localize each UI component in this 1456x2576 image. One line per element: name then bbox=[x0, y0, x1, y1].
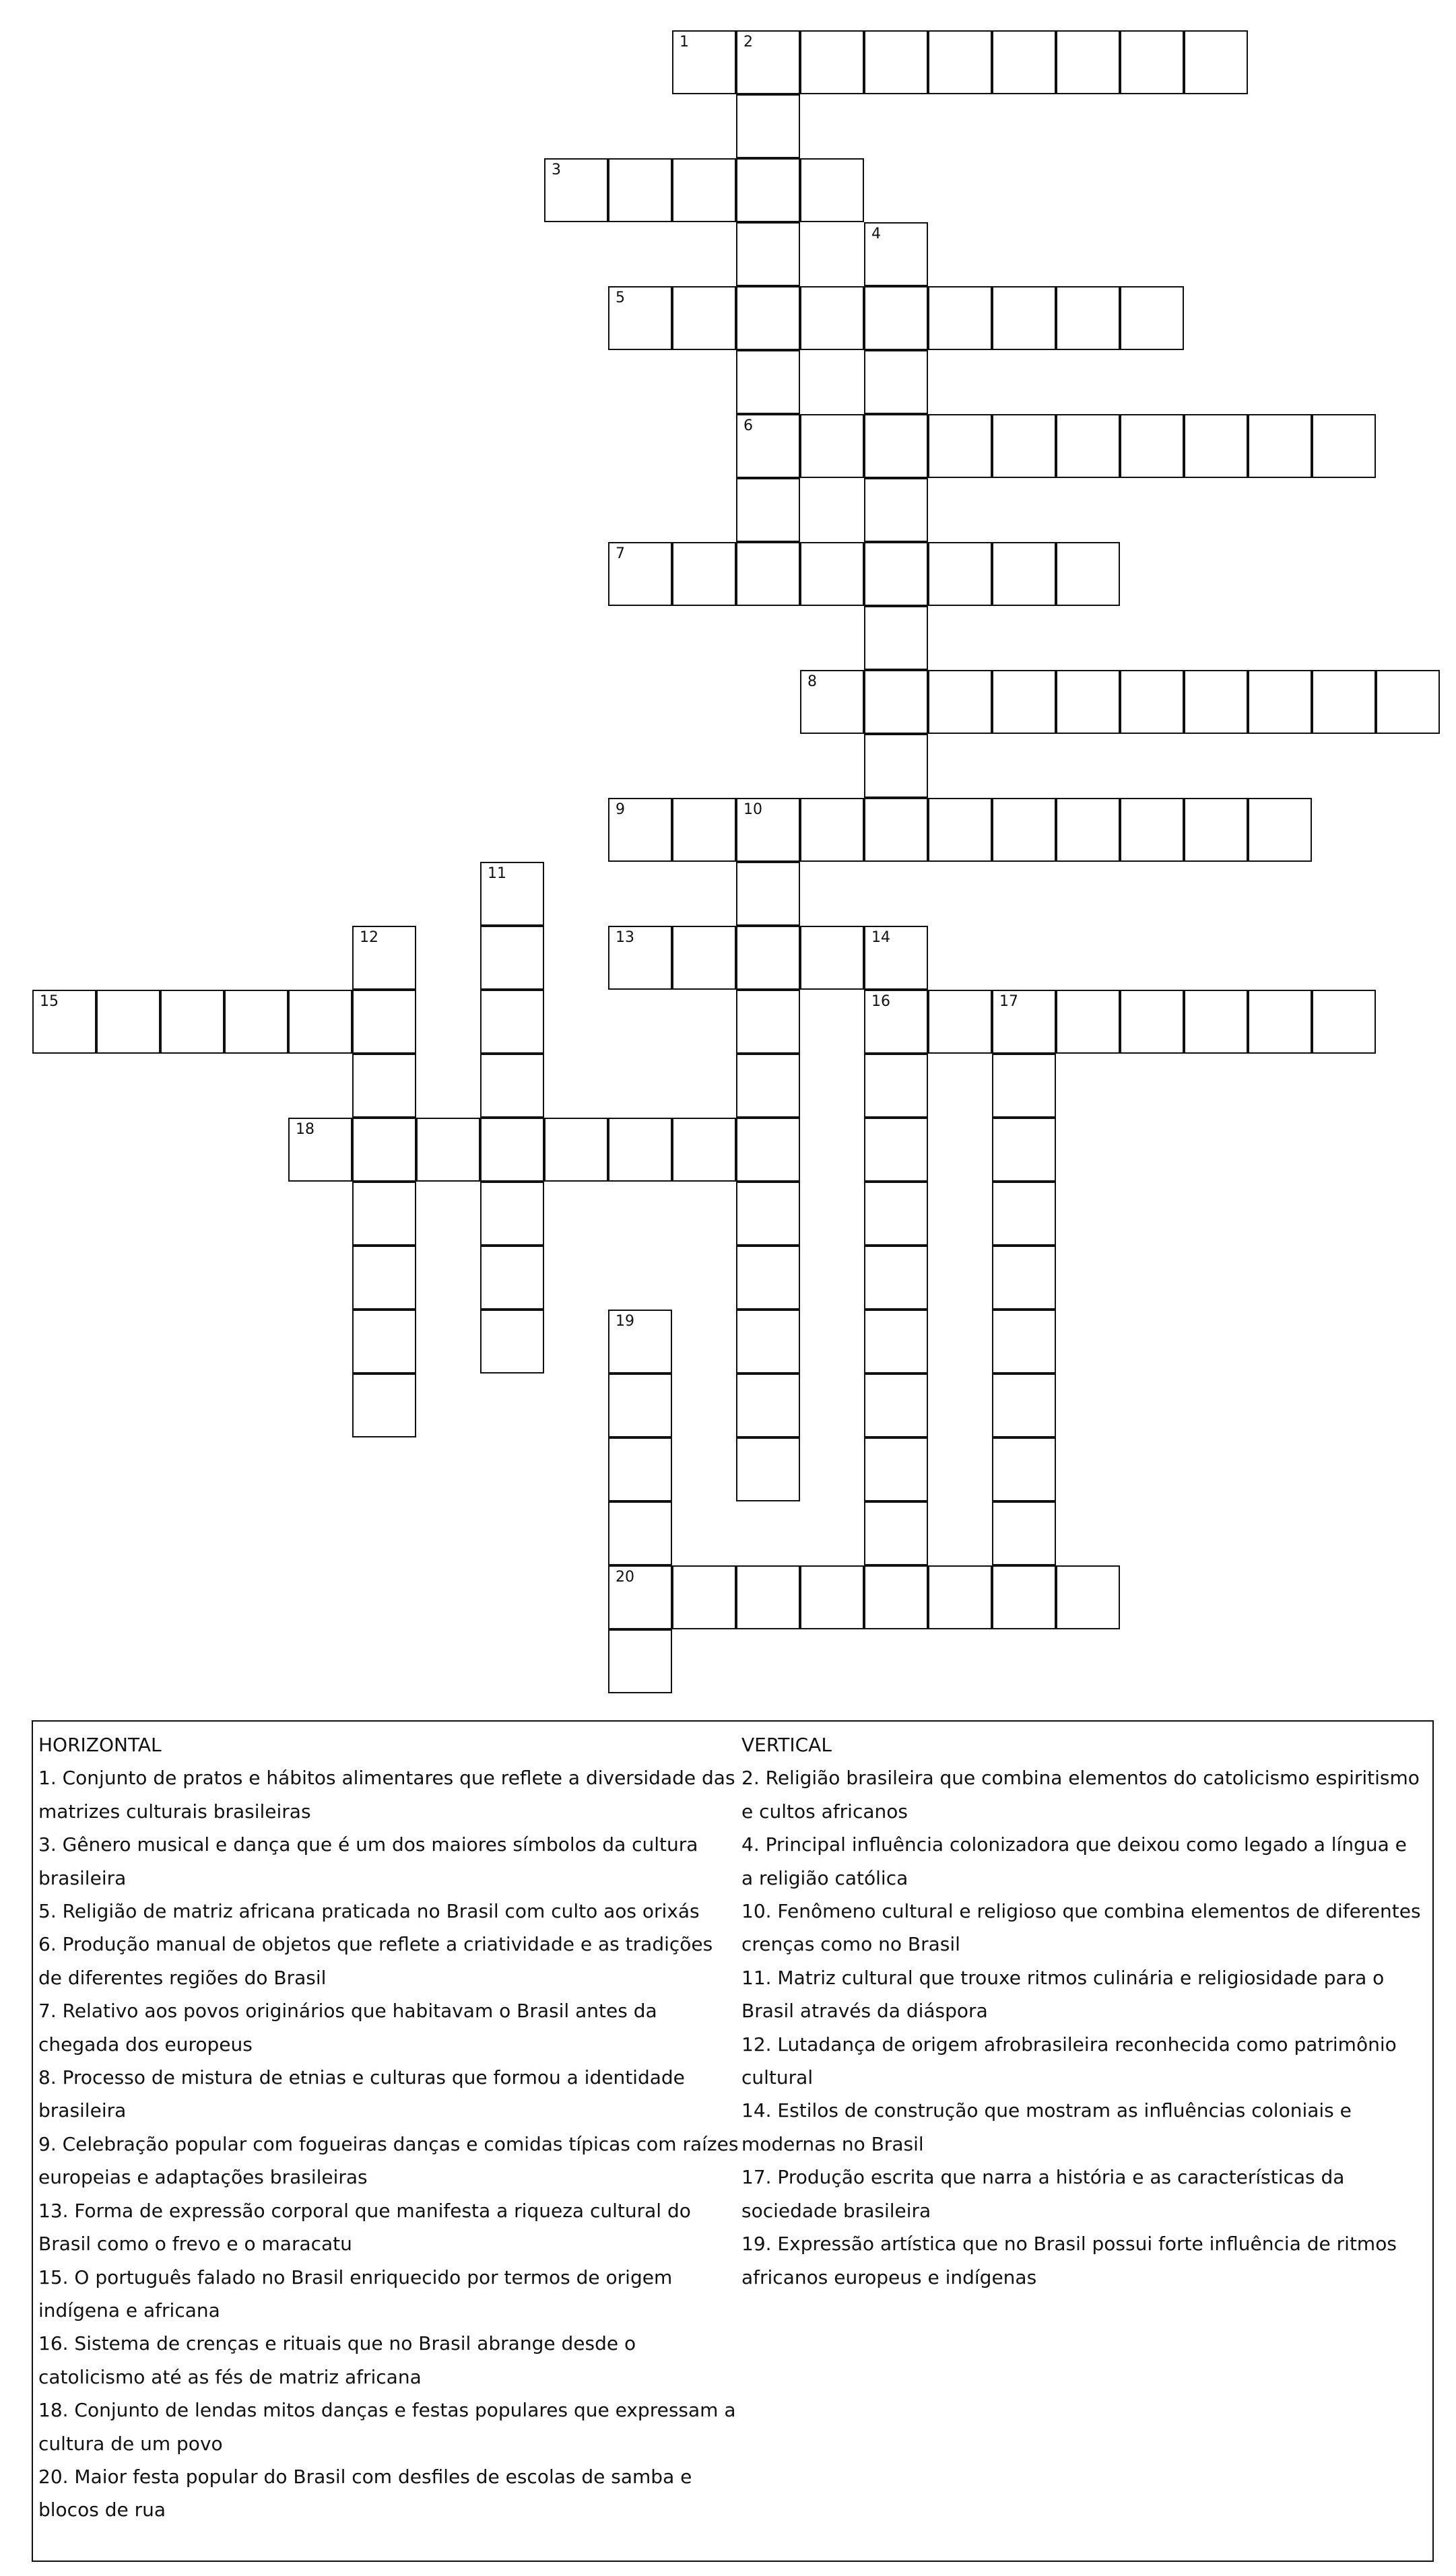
grid-cell[interactable] bbox=[1056, 670, 1120, 734]
grid-cell[interactable] bbox=[992, 1437, 1056, 1501]
grid-cell[interactable] bbox=[864, 670, 928, 734]
cell-number: 5 bbox=[616, 290, 625, 306]
grid-cell[interactable] bbox=[1248, 990, 1312, 1054]
clue-across-15: 15. O português falado no Brasil enriquecido por termos de origem indígena e africana bbox=[38, 2266, 673, 2321]
grid-cell[interactable] bbox=[864, 1054, 928, 1118]
grid-cell[interactable] bbox=[864, 926, 928, 990]
grid-cell[interactable] bbox=[800, 1565, 864, 1629]
grid-cell[interactable] bbox=[672, 542, 736, 606]
grid-cell[interactable] bbox=[736, 30, 800, 94]
grid-cell[interactable] bbox=[864, 990, 928, 1054]
grid-cell[interactable] bbox=[224, 990, 288, 1054]
grid-cell[interactable] bbox=[544, 1118, 608, 1182]
grid-cell[interactable] bbox=[864, 1501, 928, 1565]
grid-cell[interactable] bbox=[1056, 30, 1120, 94]
grid-cell[interactable] bbox=[672, 1118, 736, 1182]
grid-cell[interactable] bbox=[544, 158, 608, 222]
clue-across-8: 8. Processo de mistura de etnias e culturas que formou a identidade brasileira bbox=[38, 2066, 685, 2122]
grid-cell[interactable] bbox=[736, 1437, 800, 1501]
grid-cell[interactable] bbox=[928, 990, 992, 1054]
cell-number: 14 bbox=[871, 929, 890, 946]
cell-number: 11 bbox=[488, 865, 506, 882]
grid-cell[interactable] bbox=[608, 286, 672, 350]
grid-cell[interactable] bbox=[992, 798, 1056, 862]
clues-panel bbox=[32, 1720, 1434, 2562]
grid-cell[interactable] bbox=[416, 1118, 480, 1182]
clue-down-4: 4. Principal influência colonizadora que deixou como legado a língua e a religião católica bbox=[741, 1833, 1407, 1889]
grid-cell[interactable] bbox=[608, 1501, 672, 1565]
grid-cell[interactable] bbox=[1120, 286, 1184, 350]
clue-across-5: 5. Religião de matriz africana praticada no Brasil com culto aos orixás bbox=[38, 1900, 700, 1923]
clue-across-20: 20. Maior festa popular do Brasil com desfiles de escolas de samba e blocos de rua bbox=[38, 2465, 692, 2521]
grid-cell[interactable] bbox=[1056, 286, 1120, 350]
grid-cell[interactable] bbox=[992, 1565, 1056, 1629]
grid-cell[interactable] bbox=[864, 1374, 928, 1437]
grid-cell[interactable] bbox=[32, 990, 96, 1054]
clue-down-11: 11. Matriz cultural que trouxe ritmos culinária e religiosidade para o Brasil através da diáspora bbox=[741, 1966, 1385, 2023]
grid-cell[interactable] bbox=[352, 1246, 416, 1310]
grid-cell[interactable] bbox=[992, 990, 1056, 1054]
grid-cell[interactable] bbox=[352, 1310, 416, 1374]
grid-cell[interactable] bbox=[480, 862, 544, 926]
grid-cell[interactable] bbox=[864, 1118, 928, 1182]
grid-cell[interactable] bbox=[800, 926, 864, 990]
grid-cell[interactable] bbox=[1248, 670, 1312, 734]
grid-cell[interactable] bbox=[992, 1310, 1056, 1374]
grid-cell[interactable] bbox=[736, 1118, 800, 1182]
grid-cell[interactable] bbox=[736, 542, 800, 606]
grid-cell[interactable] bbox=[992, 1182, 1056, 1246]
grid-cell[interactable] bbox=[1056, 990, 1120, 1054]
grid-cell[interactable] bbox=[1184, 30, 1248, 94]
cell-number: 3 bbox=[552, 162, 561, 178]
cell-number: 17 bbox=[999, 993, 1018, 1010]
grid-cell[interactable] bbox=[1120, 30, 1184, 94]
clue-across-6: 6. Produção manual de objetos que reflete a criatividade e as tradições de diferentes regiões do Brasil bbox=[38, 1933, 713, 1989]
clue-across-1: 1. Conjunto de pratos e hábitos alimentares que reflete a diversidade das matrizes culturais brasileiras bbox=[38, 1767, 735, 1823]
grid-cell[interactable] bbox=[928, 30, 992, 94]
grid-cell[interactable] bbox=[480, 1054, 544, 1118]
grid-cell[interactable] bbox=[736, 1182, 800, 1246]
grid-cell[interactable] bbox=[928, 414, 992, 478]
grid-cell[interactable] bbox=[480, 926, 544, 990]
cell-number: 15 bbox=[40, 993, 59, 1010]
grid-cell[interactable] bbox=[928, 286, 992, 350]
grid-cell[interactable] bbox=[352, 1054, 416, 1118]
clue-across-9: 9. Celebração popular com fogueiras danças e comidas típicas com raízes europeias e adaptações brasileiras bbox=[38, 2132, 739, 2189]
grid-cell[interactable] bbox=[800, 798, 864, 862]
cell-number: 16 bbox=[871, 993, 890, 1010]
grid-cell[interactable] bbox=[864, 286, 928, 350]
clue-across-18: 18. Conjunto de lendas mitos danças e festas populares que expressam a cultura de um povo bbox=[38, 2399, 736, 2455]
grid-cell[interactable] bbox=[800, 158, 864, 222]
grid-cell[interactable] bbox=[352, 990, 416, 1054]
grid-cell[interactable] bbox=[864, 734, 928, 798]
clue-down-10: 10. Fenômeno cultural e religioso que combina elementos de diferentes crenças como no Brasil bbox=[741, 1900, 1421, 1956]
grid-cell[interactable] bbox=[928, 1565, 992, 1629]
cell-number: 2 bbox=[743, 34, 753, 50]
clue-across-16: 16. Sistema de crenças e rituais que no Brasil abrange desde o catolicismo até as fés de matriz africana bbox=[38, 2332, 636, 2388]
grid-cell[interactable] bbox=[736, 1310, 800, 1374]
grid-cell[interactable] bbox=[160, 990, 224, 1054]
grid-cell[interactable] bbox=[736, 1054, 800, 1118]
grid-cell[interactable] bbox=[480, 1310, 544, 1374]
grid-cell[interactable] bbox=[1184, 414, 1248, 478]
cell-number: 18 bbox=[296, 1121, 315, 1138]
grid-cell[interactable] bbox=[352, 926, 416, 990]
grid-cell[interactable] bbox=[288, 1118, 352, 1182]
grid-cell[interactable] bbox=[992, 1054, 1056, 1118]
grid-cell[interactable] bbox=[1312, 670, 1376, 734]
grid-cell[interactable] bbox=[672, 1565, 736, 1629]
grid-cell[interactable] bbox=[736, 1374, 800, 1437]
grid-cell[interactable] bbox=[608, 1310, 672, 1374]
grid-cell[interactable] bbox=[864, 1246, 928, 1310]
grid-cell[interactable] bbox=[480, 990, 544, 1054]
grid-cell[interactable] bbox=[1248, 414, 1312, 478]
clue-down-2: 2. Religião brasileira que combina elementos do catolicismo espiritismo e cultos africanos bbox=[741, 1767, 1420, 1823]
grid-cell[interactable] bbox=[800, 542, 864, 606]
clue-across-13: 13. Forma de expressão corporal que manifesta a riqueza cultural do Brasil como o frevo e o maracatu bbox=[38, 2199, 691, 2256]
grid-cell[interactable] bbox=[352, 1374, 416, 1437]
grid-cell[interactable] bbox=[1248, 798, 1312, 862]
grid-cell[interactable] bbox=[1376, 670, 1440, 734]
grid-cell[interactable] bbox=[992, 1118, 1056, 1182]
grid-cell[interactable] bbox=[736, 1565, 800, 1629]
grid-cell[interactable] bbox=[800, 670, 864, 734]
grid-cell[interactable] bbox=[1120, 414, 1184, 478]
grid-cell[interactable] bbox=[800, 30, 864, 94]
cell-number: 20 bbox=[616, 1569, 634, 1586]
grid-cell[interactable] bbox=[608, 926, 672, 990]
clue-across-3: 3. Gênero musical e dança que é um dos maiores símbolos da cultura brasileira bbox=[38, 1833, 698, 1889]
grid-cell[interactable] bbox=[480, 1182, 544, 1246]
grid-cell[interactable] bbox=[672, 158, 736, 222]
grid-cell[interactable] bbox=[352, 1182, 416, 1246]
grid-cell[interactable] bbox=[736, 798, 800, 862]
cell-number: 6 bbox=[743, 417, 753, 434]
grid-cell[interactable] bbox=[608, 1118, 672, 1182]
grid-cell[interactable] bbox=[864, 414, 928, 478]
grid-cell[interactable] bbox=[992, 1246, 1056, 1310]
clue-down-12: 12. Lutadança de origem afrobrasileira reconhecida como patrimônio cultural bbox=[741, 2033, 1397, 2089]
cell-number: 19 bbox=[616, 1313, 634, 1330]
grid-cell[interactable] bbox=[1120, 990, 1184, 1054]
grid-cell[interactable] bbox=[992, 1501, 1056, 1565]
grid-cell[interactable] bbox=[608, 1629, 672, 1693]
grid-cell[interactable] bbox=[928, 670, 992, 734]
grid-cell[interactable] bbox=[480, 1118, 544, 1182]
grid-cell[interactable] bbox=[992, 542, 1056, 606]
across-clues bbox=[38, 1728, 742, 2527]
grid-cell[interactable] bbox=[1056, 798, 1120, 862]
grid-cell[interactable] bbox=[480, 1246, 544, 1310]
grid-cell[interactable] bbox=[96, 990, 160, 1054]
grid-cell[interactable] bbox=[736, 862, 800, 926]
grid-cell[interactable] bbox=[1184, 670, 1248, 734]
grid-cell[interactable] bbox=[1184, 798, 1248, 862]
grid-cell[interactable] bbox=[1120, 798, 1184, 862]
grid-cell[interactable] bbox=[736, 926, 800, 990]
grid-cell[interactable] bbox=[992, 1374, 1056, 1437]
grid-cell[interactable] bbox=[864, 1182, 928, 1246]
grid-cell[interactable] bbox=[864, 542, 928, 606]
grid-cell[interactable] bbox=[736, 414, 800, 478]
grid-cell[interactable] bbox=[992, 670, 1056, 734]
grid-cell[interactable] bbox=[864, 478, 928, 542]
grid-cell[interactable] bbox=[864, 798, 928, 862]
cell-number: 12 bbox=[360, 929, 378, 946]
grid-cell[interactable] bbox=[1120, 670, 1184, 734]
grid-cell[interactable] bbox=[672, 798, 736, 862]
grid-cell[interactable] bbox=[1184, 990, 1248, 1054]
grid-cell[interactable] bbox=[736, 350, 800, 414]
clue-down-17: 17. Produção escrita que narra a história e as características da sociedade brasileira bbox=[741, 2166, 1345, 2222]
grid-cell[interactable] bbox=[1056, 1565, 1120, 1629]
grid-cell[interactable] bbox=[672, 286, 736, 350]
grid-cell[interactable] bbox=[864, 606, 928, 670]
grid-cell[interactable] bbox=[288, 990, 352, 1054]
grid-cell[interactable] bbox=[608, 1565, 672, 1629]
cell-number: 1 bbox=[680, 34, 689, 50]
grid-cell[interactable] bbox=[608, 158, 672, 222]
grid-cell[interactable] bbox=[864, 1565, 928, 1629]
down-heading: VERTICAL bbox=[741, 1734, 832, 1756]
grid-cell[interactable] bbox=[928, 542, 992, 606]
grid-cell[interactable] bbox=[672, 30, 736, 94]
grid-cell[interactable] bbox=[608, 542, 672, 606]
grid-cell[interactable] bbox=[608, 1374, 672, 1437]
across-heading: HORIZONTAL bbox=[38, 1734, 162, 1756]
grid-cell[interactable] bbox=[736, 1246, 800, 1310]
clue-down-14: 14. Estilos de construção que mostram as influências coloniais e modernas no Brasil bbox=[741, 2099, 1352, 2155]
grid-cell[interactable] bbox=[800, 414, 864, 478]
grid-cell[interactable] bbox=[992, 30, 1056, 94]
grid-cell[interactable] bbox=[672, 926, 736, 990]
grid-cell[interactable] bbox=[608, 1437, 672, 1501]
clue-down-19: 19. Expressão artística que no Brasil possui forte influência de ritmos africanos europeus e indígenas bbox=[741, 2233, 1397, 2289]
cell-number: 13 bbox=[616, 929, 634, 946]
cell-number: 9 bbox=[616, 801, 625, 818]
grid-cell[interactable] bbox=[1312, 414, 1376, 478]
grid-cell[interactable] bbox=[800, 286, 864, 350]
grid-cell[interactable] bbox=[736, 158, 800, 222]
grid-cell[interactable] bbox=[864, 1437, 928, 1501]
cell-number: 4 bbox=[871, 226, 881, 242]
grid-cell[interactable] bbox=[736, 990, 800, 1054]
grid-cell[interactable] bbox=[864, 30, 928, 94]
grid-cell[interactable] bbox=[736, 286, 800, 350]
cell-number: 8 bbox=[807, 673, 817, 690]
clue-across-7: 7. Relativo aos povos originários que habitavam o Brasil antes da chegada dos europeus bbox=[38, 2000, 657, 2056]
grid-cell[interactable] bbox=[352, 1118, 416, 1182]
grid-cell[interactable] bbox=[736, 222, 800, 286]
grid-cell[interactable] bbox=[992, 414, 1056, 478]
grid-cell[interactable] bbox=[928, 798, 992, 862]
grid-cell[interactable] bbox=[608, 798, 672, 862]
grid-cell[interactable] bbox=[736, 478, 800, 542]
grid-cell[interactable] bbox=[1056, 414, 1120, 478]
grid-cell[interactable] bbox=[864, 222, 928, 286]
cell-number: 7 bbox=[616, 545, 625, 562]
grid-cell[interactable] bbox=[1312, 990, 1376, 1054]
down-clues bbox=[741, 1728, 1422, 2294]
grid-cell[interactable] bbox=[1056, 542, 1120, 606]
grid-cell[interactable] bbox=[992, 286, 1056, 350]
grid-cell[interactable] bbox=[864, 1310, 928, 1374]
cell-number: 10 bbox=[743, 801, 762, 818]
grid-cell[interactable] bbox=[864, 350, 928, 414]
grid-cell[interactable] bbox=[736, 94, 800, 158]
